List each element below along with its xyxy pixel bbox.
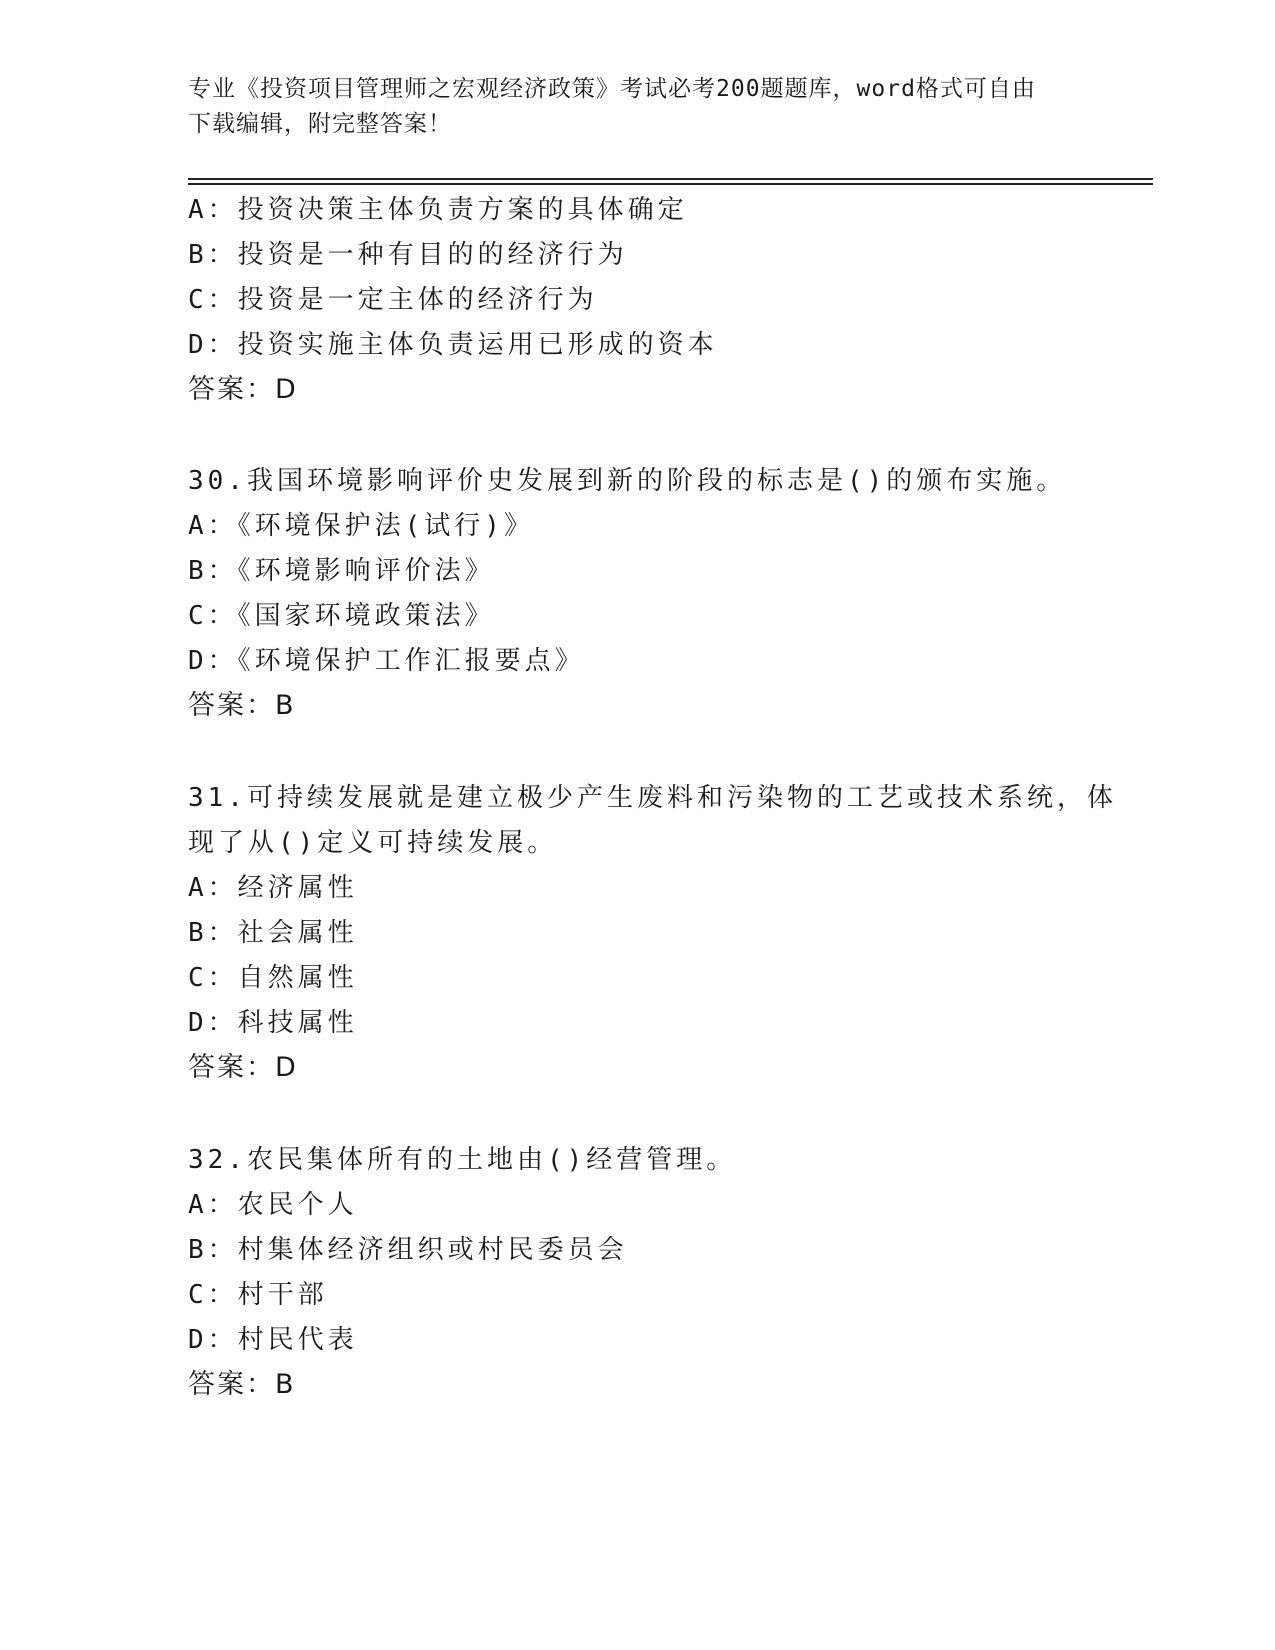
document-header	[188, 72, 1088, 142]
q30-answer: 答案：B	[188, 690, 296, 721]
q31-option-d: D：科技属性	[188, 1008, 358, 1038]
header-divider-top	[188, 178, 1153, 180]
q31-answer: 答案：D	[188, 1052, 298, 1083]
q32-stem: 32.农民集体所有的土地由()经营管理。	[188, 1145, 737, 1175]
q29-option-d: D：投资实施主体负责运用已形成的资本	[188, 330, 718, 360]
header-line-2: 下载编辑，附完整答案！	[188, 111, 452, 137]
q32-option-c: C：村干部	[188, 1280, 328, 1310]
q29-option-a: A：投资决策主体负责方案的具体确定	[188, 195, 688, 225]
q30-option-c: C：《国家环境政策法》	[188, 601, 495, 631]
q31-option-c: C：自然属性	[188, 963, 358, 993]
q29-option-c: C：投资是一定主体的经济行为	[188, 285, 598, 315]
q32-option-a: A：农民个人	[188, 1190, 358, 1220]
q32-option-d: D：村民代表	[188, 1325, 358, 1355]
q31-stem-line-2: 现了从()定义可持续发展。	[188, 828, 558, 858]
header-line-1: 专业《投资项目管理师之宏观经济政策》考试必考200题题库，word格式可自由	[188, 76, 1036, 102]
q30-option-b: B：《环境影响评价法》	[188, 556, 495, 586]
q32-answer: 答案：B	[188, 1369, 296, 1400]
q29-answer: 答案：D	[188, 374, 298, 405]
q31-stem-line-1: 31.可持续发展就是建立极少产生废料和污染物的工艺或技术系统，体	[188, 783, 1117, 813]
q31-option-a: A：经济属性	[188, 873, 358, 903]
q30-stem: 30.我国环境影响评价史发展到新的阶段的标志是()的颁布实施。	[188, 466, 1067, 496]
q30-option-d: D：《环境保护工作汇报要点》	[188, 646, 585, 676]
q29-option-b: B：投资是一种有目的的经济行为	[188, 240, 628, 270]
q31-option-b: B：社会属性	[188, 918, 358, 948]
q32-option-b: B：村集体经济组织或村民委员会	[188, 1235, 628, 1265]
header-divider-bottom	[188, 183, 1153, 185]
q30-option-a: A：《环境保护法(试行)》	[188, 511, 534, 541]
